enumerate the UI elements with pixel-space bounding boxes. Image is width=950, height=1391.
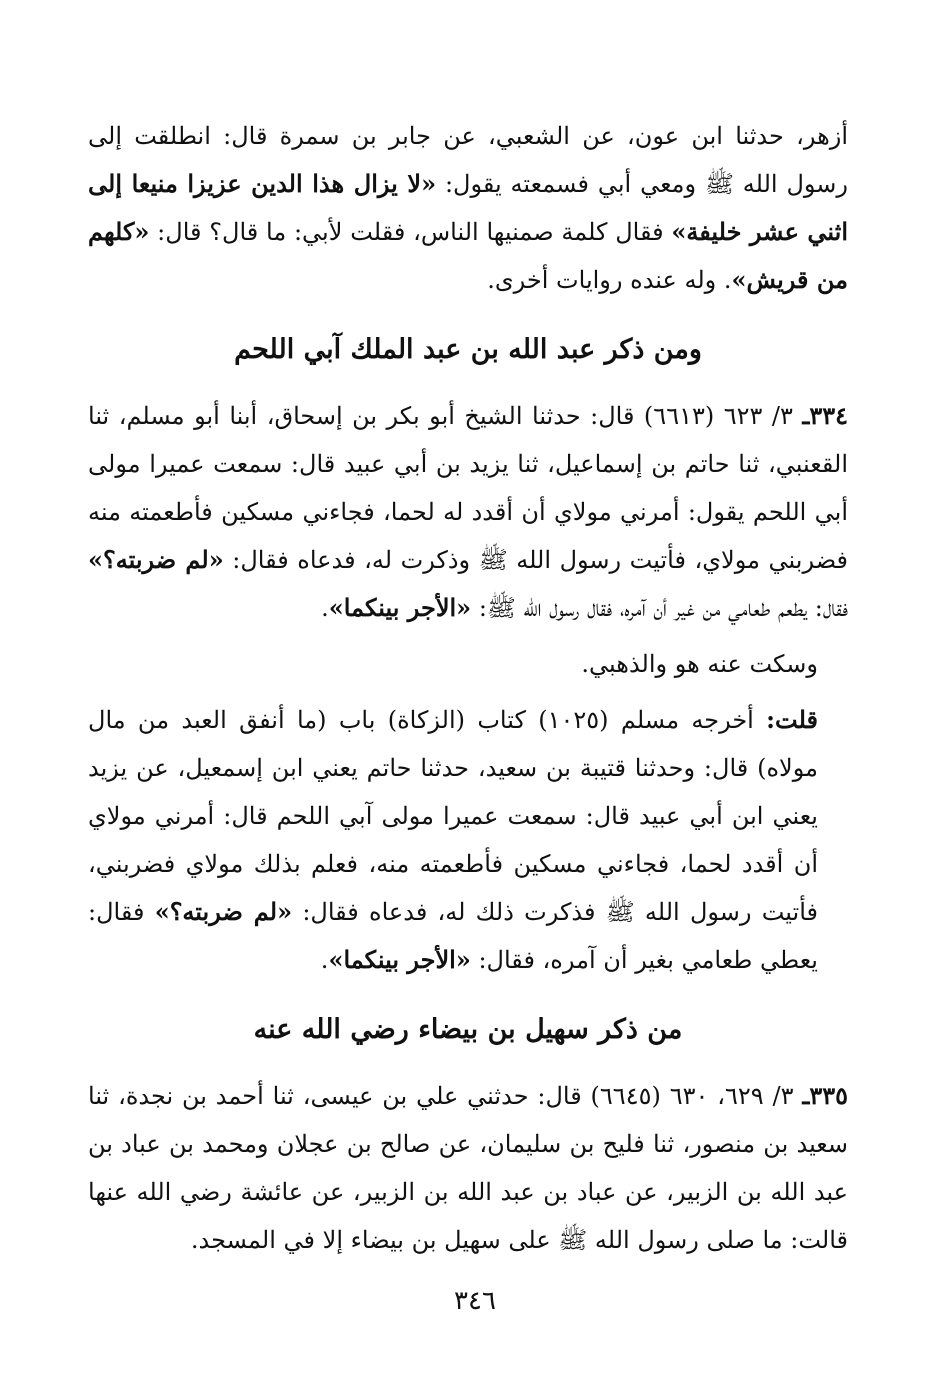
quote-bold: «الأجر بينكما»: [328, 593, 472, 622]
page-number: ٣٤٦: [454, 1286, 496, 1316]
qultu-label: قلت:: [766, 705, 819, 734]
silence-note: وسكت عنه هو والذهبي.: [581, 650, 818, 678]
text-segment: .: [321, 594, 329, 622]
text-segment: . وله عنده روايات أخرى.: [487, 266, 732, 294]
quote-bold: «الأجر بينكما»: [328, 945, 471, 974]
hadith-number: ٣٣٤ـ: [802, 401, 849, 430]
quote-bold: «لا يزال هذا الدين عزيزا منيعا إلى اثني عشر خليفة»: [88, 169, 848, 246]
qultu-paragraph: [88, 696, 848, 984]
text-segment: فقال كلمة صمنيها الناس، فقلت لأبي: ما قال؟ قال:: [149, 218, 672, 246]
hadith-number: ٣٣٥ـ: [802, 1081, 849, 1110]
section-heading-abi-al-lahm: ومن ذكر عبد الله بن عبد الملك آبي اللحم: [234, 334, 702, 365]
text-segment: ٣/ ٦٢٣ (٦٦١٣) قال: حدثنا الشيخ أبو بكر بن إسحاق، أبنا أبو مسلم، ثنا القعنبي، ثنا حاتم بن إسماعيل، ثنا يزيد بن أبي عبيد قال: سمعت عميرا مولى أبي اللحم يقول: أمرني مولاي أن أقدد له لحما، فجاءني مسكين فأطعمته منه فضربني مولاي، فأتيت رسول الله ﷺ وذكرت له، فدعاه فقال:: [88, 402, 848, 574]
page-body: [88, 112, 848, 1264]
text-segment: أزهر، حدثنا ابن عون، عن الشعبي، عن جابر بن سمرة قال: انطلقت إلى رسول الله ﷺ ومعي أبي فسمعته يقول:: [88, 122, 848, 198]
section-heading-suhayl: من ذكر سهيل بن بيضاء رضي الله عنه: [253, 1014, 683, 1045]
hadith-334: [88, 392, 848, 632]
paragraph-continuation: [88, 112, 848, 304]
text-segment: .: [320, 946, 329, 974]
hadith-335: [88, 1072, 848, 1264]
text-segment: ٣/ ٦٢٩، ٦٣٠ (٦٦٤٥) قال: حدثني علي بن عيسى، ثنا أحمد بن نجدة، ثنا سعيد بن منصور، ثنا فليح بن سليمان، عن صالح بن عجلان ومحمد بن عباد بن عبد الله بن الزبير، عن عباد بن عبد الله بن الزبير، عن عائشة رضي الله عنها قالت: ما صلى رسول الله ﷺ على سهيل بن بيضاء إلا في المسجد.: [88, 1082, 848, 1254]
text-segment: أخرجه مسلم (١٠٢٥) كتاب (الزكاة) باب (ما أنفق العبد من مال مولاه) قال: وحدثنا قتيبة بن سعيد، حدثنا حاتم يعني ابن إسمعيل، عن يزيد يعني ابن أبي عبيد قال: سمعت عميرا مولى آبي اللحم قال: أمرني مولاي أن أقدد لحما، فجاءني مسكين فأطعمته منه، فعلم بذلك مولاي فضربني، فأتيت رسول الله ﷺ فذكرت ذلك له، فدعاه فقال:: [88, 706, 819, 926]
text-segment: فقال: يعطي طعامي بغير أن آمره، فقال:: [88, 898, 818, 974]
quote-bold: «لم ضربته؟»: [154, 897, 293, 926]
quote-bold: «كلهم من قريش»: [88, 217, 848, 294]
quote-bold: «لم ضربته؟»: [88, 545, 224, 574]
text-segment: فقال: يطعم طعامي من غير أن آمره، فقال رسول الله ﷺ:: [471, 594, 848, 622]
